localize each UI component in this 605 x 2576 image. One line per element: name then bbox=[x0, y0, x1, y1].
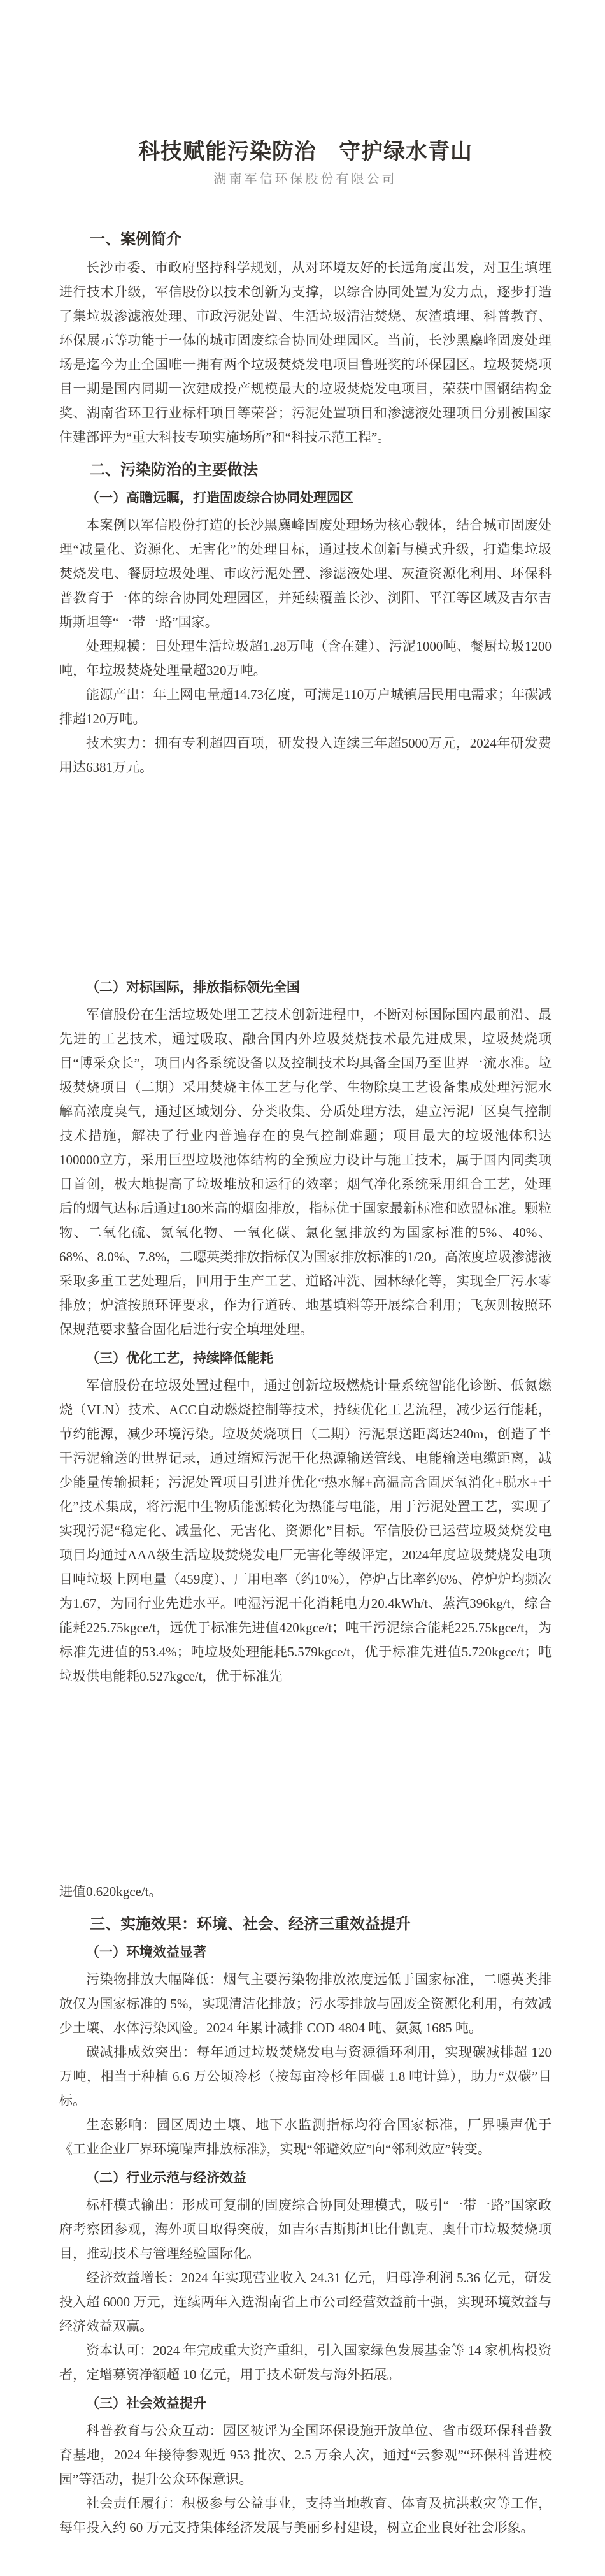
section-3-sub-3-paragraph-2: 社会责任履行：积极参与公益事业，支持当地教育、体育及抗洪救灾等工作，每年投入约 60 万元支持集体经济发展与美丽乡村建设，树立企业良好社会形象。 bbox=[59, 2496, 552, 2535]
page-break-gap-2 bbox=[59, 1688, 552, 1879]
section-2-sub-3-heading: （三）优化工艺，持续降低能耗 bbox=[86, 1351, 273, 1366]
section-2-sub-2-paragraph-1: 军信股份在生活垃圾处理工艺技术创新进程中，不断对标国际国内最前沿、最先进的工艺技术，通过吸取、融合国内外垃圾焚烧技术最先进成果，垃圾焚烧项目“博采众长”，项目内各系统设备以及控制技术均具备全国乃至世界一流水准。垃圾焚烧项目（二期）采用焚烧主体工艺与化学、生物除臭工艺设备集成处理污泥水解高浓度臭气，通过区域划分、分类收集、分质处理方法，建立污泥厂区臭气控制技术措施，解决了行业内普遍存在的臭气控制难题；项目最大的垃圾池体积达100000立方，采用巨型垃圾池体结构的全预应力设计与施工技术，属于国内同类项目首创，极大地提高了垃圾堆放和运行的效率；烟气净化系统采用组合工艺，处理后的烟气达标后通过180米高的烟囱排放，指标优于国家最新标准和欧盟标准。颗粒物、二氧化硫、氮氧化物、一氧化碳、氯化氢排放约为国家标准的5%、40%、68%、8.0%、7.8%，二噁英类排放指标仅为国家排放标准的1/20。高浓度垃圾渗滤液采取多重工艺处理后，回用于生产工艺、道路冲洗、园林绿化等，实现全厂污水零排放；炉渣按照环评要求，作为行道砖、地基填料等开展综合利用；飞灰则按照环保规范要求螯合固化后进行安全填埋处理。 bbox=[59, 1007, 552, 1337]
section-2-sub-3-paragraph-1-continuation: 进值0.620kgce/t。 bbox=[59, 1884, 162, 1899]
section-3-sub-1-paragraph-1: 污染物排放大幅降低：烟气主要污染物排放浓度远低于国家标准，二噁英类排放仅为国家标准的 5%，实现清洁化排放；污水零排放与固废全资源化利用，有效减少土壤、水体污染风险。2024 年累计减排 COD 4804 吨、氨氮 1685 吨。 bbox=[59, 1972, 552, 2036]
section-2-heading: 二、污染防治的主要做法 bbox=[90, 461, 258, 479]
section-2-sub-1-paragraph-2: 处理规模：日处理生活垃圾超1.28万吨（含在建）、污泥1000吨、餐厨垃圾1200吨，年垃圾焚烧处理量超320万吨。 bbox=[59, 639, 552, 678]
section-2-sub-1-paragraph-4: 技术实力：拥有专利超四百项，研发投入连续三年超5000万元，2024年研发费用达6381万元。 bbox=[59, 735, 552, 775]
section-1-heading: 一、案例简介 bbox=[90, 231, 182, 248]
section-1-paragraph: 长沙市委、市政府坚持科学规划，从对环境友好的长远角度出发，对卫生填埋进行技术升级，军信股份以技术创新为支撑，以综合协同处置为发力点，逐步打造了集垃圾渗滤液处理、市政污泥处置、生活垃圾清洁焚烧、灰渣填埋、科普教育、环保展示等功能于一体的城市固废综合协同处理园区。当前，长沙黑麋峰固废处理场是迄今为止全国唯一拥有两个垃圾焚烧发电项目鲁班奖的环保园区。垃圾焚烧项目一期是国内同期一次建成投产规模最大的垃圾焚烧发电项目，荣获中国钢结构金奖、湖南省环卫行业标杆项目等荣誉；污泥处置项目和渗滤液处理项目分别被国家住建部评为“重大科技专项实施场所”和“科技示范工程”。 bbox=[59, 260, 552, 445]
section-3-sub-3-paragraph-1: 科普教育与公众互动：园区被评为全国环保设施开放单位、省市级环保科普教育基地，2024 年接待参观近 953 批次、2.5 万余人次，通过“云参观”“环保科普进校园”等活动，提升公众环保意识。 bbox=[59, 2423, 552, 2487]
section-3-sub-2-heading: （二）行业示范与经济效益 bbox=[86, 2171, 246, 2185]
section-3-sub-1-paragraph-2: 碳减排成效突出：每年通过垃圾焚烧发电与资源循环利用，实现碳减排超 120 万吨，相当于种植 6.6 万公顷冷杉（按每亩冷杉年固碳 1.8 吨计算），助力“双碳”目标。 bbox=[59, 2044, 552, 2108]
section-2-sub-2-heading: （二）对标国际，排放指标领先全国 bbox=[86, 980, 300, 995]
section-3-sub-2-paragraph-3: 资本认可：2024 年完成重大资产重组，引入国家绿色发展基金等 14 家机构投资者，定增募资净额超 10 亿元，用于技术研发与海外拓展。 bbox=[59, 2343, 552, 2382]
section-3-heading: 三、实施效果：环境、社会、经济三重效益提升 bbox=[90, 1916, 411, 1933]
section-2-sub-1-paragraph-3: 能源产出：年上网电量超14.73亿度，可满足110万户城镇居民用电需求；年碳减排超120万吨。 bbox=[59, 687, 552, 727]
page-title: 科技赋能污染防治 守护绿水青山 bbox=[138, 140, 473, 164]
section-3-sub-1-heading: （一）环境效益显著 bbox=[86, 1945, 206, 1960]
section-2-sub-1-heading: （一）高瞻远瞩，打造固废综合协同处理园区 bbox=[86, 491, 353, 505]
page-break-gap-1 bbox=[59, 779, 552, 971]
section-3-sub-1-paragraph-3: 生态影响：园区周边土壤、地下水监测指标均符合国家标准，厂界噪声优于《工业企业厂界环境噪声排放标准》，实现“邻避效应”向“邻利效应”转变。 bbox=[59, 2117, 552, 2157]
section-2-sub-3-paragraph-1: 军信股份在垃圾处置过程中，通过创新垃圾燃烧计量系统智能化诊断、低氮燃烧（VLN）技术、ACC自动燃烧控制等技术，持续优化工艺流程，减少运行能耗，节约能源，减少环境污染。垃圾焚烧项目（二期）污泥泵送距离达240m，创造了半干污泥输送的世界记录，通过缩短污泥干化热源输送管线、电能输送电缆距离，减少能量传输损耗；污泥处置项目引进并优化“热水解+高温高含固厌氧消化+脱水+干化”技术集成，将污泥中生物质能源转化为热能与电能，用于污泥处置工艺，实现了实现污泥“稳定化、减量化、无害化、资源化”目标。军信股份已运营垃圾焚烧发电项目均通过AAA级生活垃圾焚烧发电厂无害化等级评定，2024年度垃圾焚烧发电项目吨垃圾上网电量（459度）、厂用电率（约10%），停炉占比率约6%、停炉炉均频次为1.67，为同行业先进水平。吨湿污泥干化消耗电力20.4kWh/t、蒸汽396kg/t，综合能耗225.75kgce/t，远优于标准先进值420kgce/t；吨干污泥综合能耗225.75kgce/t，为标准先进值的53.4%；吨垃圾处理能耗5.579kgce/t，优于标准先进值5.720kgce/t；吨垃圾供电能耗0.527kgce/t，优于标准先 bbox=[59, 1378, 552, 1684]
section-2-sub-1-paragraph-1: 本案例以军信股份打造的长沙黑麋峰固废处理场为核心载体，结合城市固废处理“减量化、资源化、无害化”的处理目标，通过技术创新与模式升级，打造集垃圾焚烧发电、餐厨垃圾处理、市政污泥处置、渗滤液处理、灰渣资源化利用、环保科普教育于一体的综合协同处理园区，并延续覆盖长沙、浏阳、平江等区域及吉尔吉斯斯坦等“一带一路”国家。 bbox=[59, 517, 552, 630]
section-3-sub-3-heading: （三）社会效益提升 bbox=[86, 2396, 206, 2411]
section-3-sub-2-paragraph-2: 经济效益增长：2024 年实现营业收入 24.31 亿元，归母净利润 5.36 亿元，研发投入超 6000 万元，连续两年入选湖南省上市公司经营效益前十强，实现环境效益与经济效益双赢。 bbox=[59, 2270, 552, 2334]
section-3-sub-2-paragraph-1: 标杆模式输出：形成可复制的固废综合协同处理模式，吸引“一带一路”国家政府考察团参观，海外项目取得突破，如吉尔吉斯斯坦比什凯克、奥什市垃圾焚烧项目，推动技术与管理经验国际化。 bbox=[59, 2197, 552, 2261]
company-subtitle: 湖南军信环保股份有限公司 bbox=[213, 172, 397, 186]
